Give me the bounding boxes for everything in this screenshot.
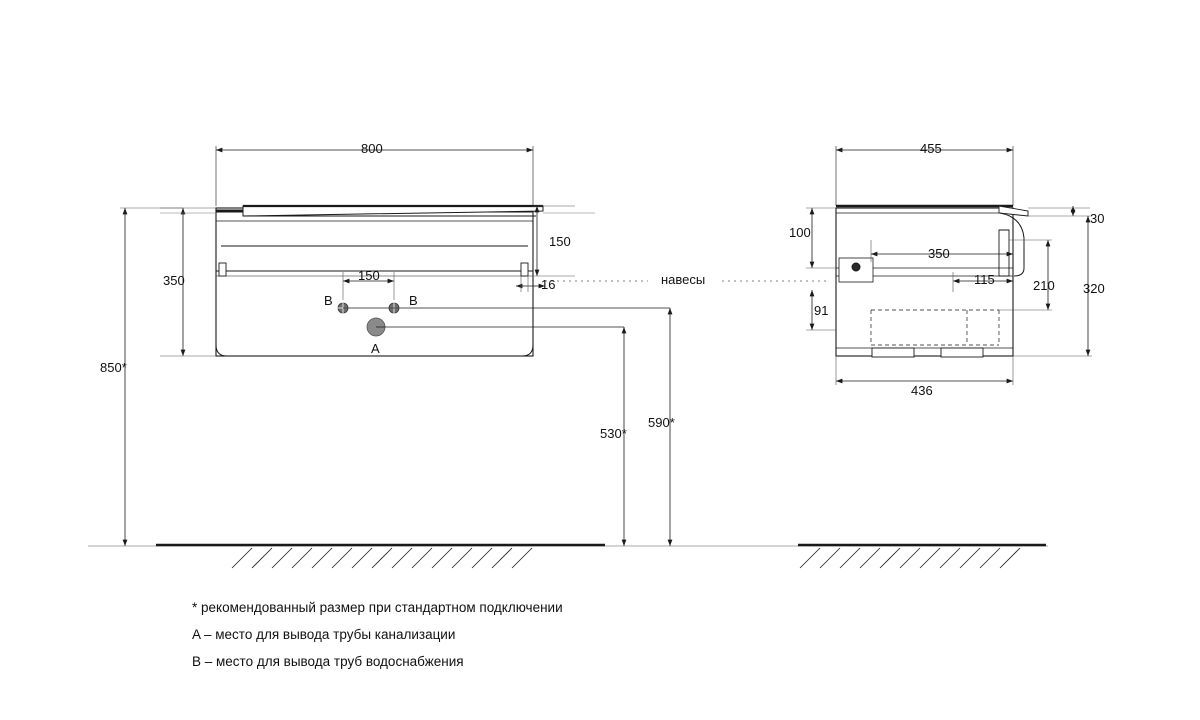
note-point-b: B – место для вывода труб водоснабжения — [192, 654, 464, 669]
dim-label-side-115: 115 — [974, 272, 995, 287]
dim-label-side-455: 455 — [920, 141, 942, 156]
label-hanging: навесы — [661, 272, 706, 287]
dim-label-front-150-vertical: 150 — [549, 234, 571, 249]
dim-label-side-210: 210 — [1033, 278, 1055, 293]
dim-label-front-height-350: 350 — [163, 273, 185, 288]
dim-label-front-150-horizontal: 150 — [358, 268, 380, 283]
point-label-b-right: B — [409, 293, 418, 308]
legend-notes — [192, 600, 563, 681]
note-point-a: A – место для вывода трубы канализации — [192, 627, 456, 642]
dim-label-front-width: 800 — [361, 141, 383, 156]
dim-label-height-590: 590* — [648, 415, 675, 430]
dim-label-height-850: 850* — [100, 360, 127, 375]
dim-label-side-30: 30 — [1090, 211, 1105, 226]
point-label-a: A — [371, 341, 380, 356]
dim-label-side-91: 91 — [814, 303, 829, 318]
dim-label-side-320: 320 — [1083, 281, 1105, 296]
note-recommended-size: * рекомендованный размер при стандартном подключении — [192, 600, 563, 615]
dim-label-side-350: 350 — [928, 246, 950, 261]
dim-label-side-436: 436 — [911, 383, 933, 398]
dim-label-side-100: 100 — [789, 225, 811, 240]
dim-label-front-16: 16 — [541, 277, 556, 292]
dim-label-height-530: 530* — [600, 426, 627, 441]
point-label-b-left: B — [324, 293, 333, 308]
